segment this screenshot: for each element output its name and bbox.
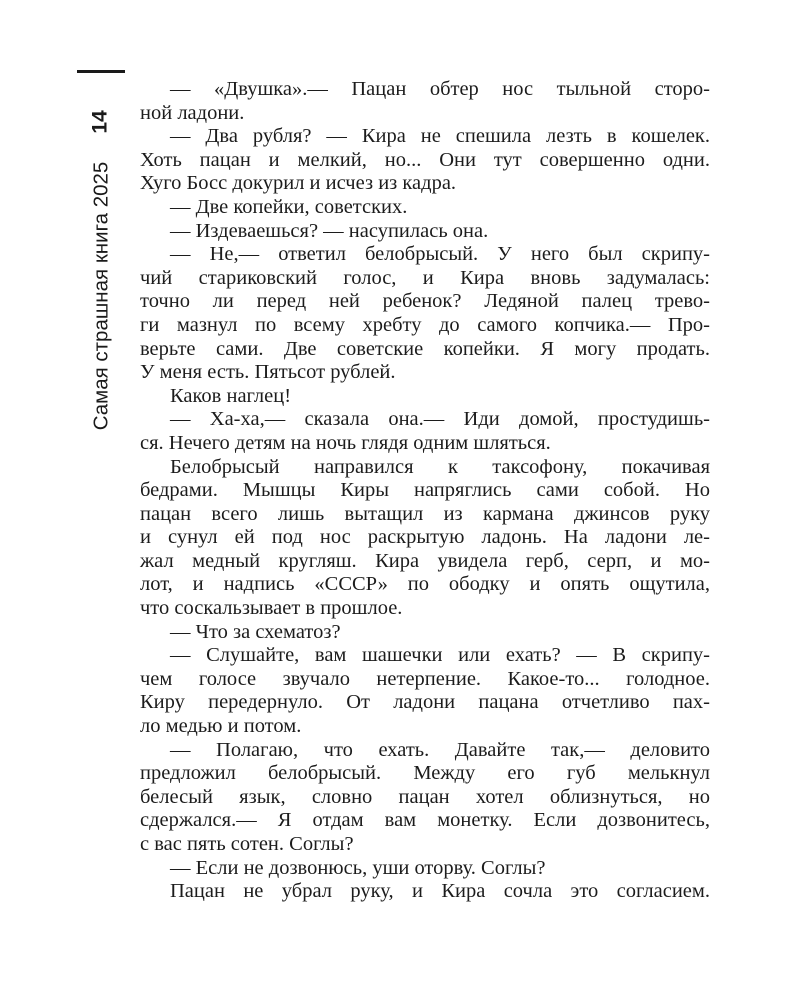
text-line: Белобрысый направился к таксофону, покачивая	[170, 455, 710, 478]
text-line: лот, и надпись «СССР» по ободку и опять ощутила,	[140, 573, 710, 596]
text-line: — Не,— ответил белобрысый. У него был скрипу-	[170, 243, 710, 266]
text-line: предложил белобрысый. Между его губ мелькнул	[140, 762, 710, 785]
text-line: ся. Нечего детям на ночь глядя одним шляться.	[140, 431, 551, 454]
page-number	[77, 102, 125, 142]
text-line: — «Двушка».— Пацан обтер нос тыльной сторо-	[170, 78, 710, 100]
text-line: Хоть пацан и мелкий, но... Они тут совершенно одни.	[140, 148, 710, 171]
text-line: — Полагаю, что ехать. Давайте так,— деловито	[170, 738, 710, 761]
text-line: ло медью и потом.	[140, 715, 302, 738]
text-line: верьте сами. Две советские копейки. Я могу продать.	[140, 337, 710, 360]
text-line: — Слушайте, вам шашечки или ехать? — В скрипу-	[170, 644, 710, 667]
page-number-text: 14	[88, 110, 112, 134]
book-title	[77, 162, 125, 430]
text-line: ной ладони.	[140, 101, 245, 124]
text-line: и сунул ей под нос раскрытую ладонь. На ладони ле-	[140, 526, 710, 549]
text-line: белесый язык, словно пацан хотел облизнуться, но	[140, 785, 710, 808]
text-line: с вас пять сотен. Соглы?	[140, 833, 354, 855]
text-line: сдержался.— Я отдам вам монетку. Если дозвонитесь,	[140, 809, 710, 832]
text-line: ги мазнул по всему хребту до самого копчика.— Про-	[140, 313, 710, 336]
text-line: точно ли перед ней ребенок? Ледяной палец трево-	[140, 290, 710, 313]
text-line: Киру передернуло. От ладони пацана отчетливо пах-	[140, 691, 710, 714]
text-line: что соскальзывает в прошлое.	[140, 597, 403, 620]
text-line: Хуго Босс докурил и исчез из кадра.	[140, 172, 457, 195]
text-line: — Если не дозвонюсь, уши оторву. Соглы?	[170, 856, 546, 879]
text-line: бедрами. Мышцы Киры напряглись сами собой. Но	[140, 479, 710, 502]
text-line: — Что за схематоз?	[170, 620, 341, 643]
text-line: чем голосе звучало нетерпение. Какое-то... голодное.	[140, 667, 710, 690]
book-title-text: Самая страшная книга 2025	[89, 161, 113, 431]
text-line: — Два рубля? — Кира не спешила лезть в кошелек.	[170, 125, 710, 148]
text-line: пацан всего лишь вытащил из кармана джинсов руку	[140, 502, 710, 525]
text-line: — Ха-ха,— сказала она.— Иди домой, простудишь-	[170, 408, 710, 431]
text-line: жал медный кругляш. Кира увидела герб, серп, и мо-	[140, 549, 710, 572]
text-line: У меня есть. Пятьсот рублей.	[140, 361, 396, 384]
text-line: — Две копейки, советских.	[170, 195, 408, 218]
text-line: чий стариковский голос, и Кира вновь задумалась:	[140, 266, 710, 289]
running-head	[77, 102, 125, 432]
text-line: — Издеваешься? — насупилась она.	[170, 219, 489, 242]
body-text	[140, 78, 710, 904]
top-rule	[77, 70, 125, 73]
text-line: Каков наглец!	[170, 384, 292, 407]
text-line: Пацан не убрал руку, и Кира сочла это согласием.	[170, 880, 710, 903]
